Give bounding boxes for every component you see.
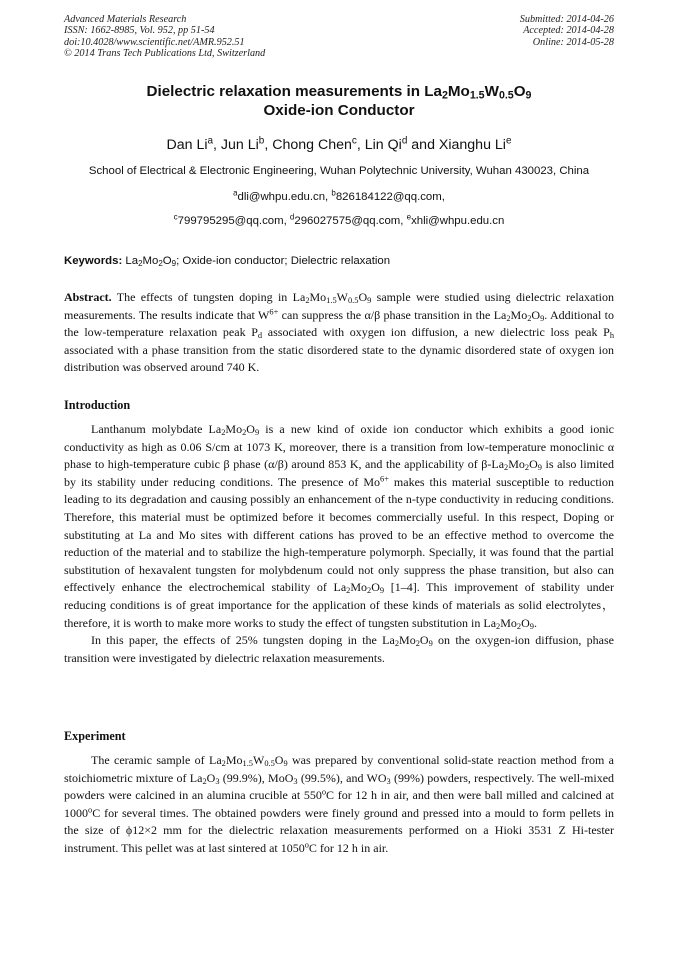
email-line-1: $^a$dli@whpu.edu.cn, $^b$826184122@qq.com, [233,188,445,203]
introduction-paragraph-2: In this paper, the effects of 25% tungsten doping in the $La_2Mo_2O_9$ on the oxygen-ion diffusion, phase transition were investigated by dielectric relaxation measurements. [64,633,614,665]
introduction-heading: Introduction [64,398,131,412]
introduction-body [64,421,614,667]
experiment-heading: Experiment [64,729,126,743]
experiment-body [64,752,614,858]
copyright-line: © 2014 Trans Tech Publications Ltd, Switzerland [64,48,266,60]
author-list: Dan Li$^a$, Jun Li$^b$, Chong Chen$^c$, Lin Qi$^d$ and Xianghu Li$^e$ [166,135,512,153]
abstract: Abstract. The effects of tungsten doping in $La_2Mo_{1.5}W_{0.5}O_9$ sample were studied using dielectric relaxation measurements. The results indicate that $W^{6+}$ can suppress the α/β phase transition in the $La_2Mo_2O_9$. Additional to the low-temperature relaxation peak $P_d$ associated with oxygen ion diffusion, a new dielectric loss peak $P_h$ associated with a phase transition from the static disordered state to the dynamic disordered state of oxygen ion distribution was observed around 740 K. [64,290,614,375]
title-line-2: Oxide-ion Conductor [263,102,415,119]
experiment-paragraph-1: The ceramic sample of $La_2Mo_{1.5}W_{0.5}O_9$ was prepared by conventional solid-state reaction method from a stoichiometric mixture of $La_2O_3$ (99.9%), MoO$_3$ (99.5%), and $WO_3$ (99%) powders, respectively. The well-mixed powders were calcined in an alumina crucible at 550$^o$C for 12 h in air, and then were ball milled and calcined at 1000$^o$C for several times. The obtained powders were finely ground and pressed into a mould to form pellets in the size of ϕ12×2 mm for the dielectric relaxation measurements performed on a Hioki 3531 Z Hi-tester instrument. This pellet was at last sintered at 1050$^o$C for 12 h in air. [64,753,615,855]
introduction-paragraph-1: Lanthanum molybdate $La_2Mo_2O_9$ is a new kind of oxide ion conductor which exhibits a good ionic conductivity as high as 0.06 S/cm at 1073 K, moreover, there is a transition from low-temperature monoclinic α phase to high-temperature cubic β phase (α/β) around 853 K, and the applicability of $\beta-La_2Mo_2O_9$ is also limited by its stability under reducing conditions. The presence of $Mo^{6+}$ makes this material susceptible to reduction leading to its degradation and causing possibly an enhancement of the n-type conductivity in reducing conditions. Therefore, this material must be optimized before it becomes commercially useful. In this respect, Doping or substituting at La and Mo sites with different cations has proved to be an effective method to overcome the reduction of the material and to stabilize the high-temperature polymorph. Specially, it was found that the partial substitution of hexavalent tungsten for molybdenum could not only suppress the phase transition, but also can effectively enhance the electrochemical stability of $La_2Mo_2O_9$ [1–4]. This improvement of stability under reducing conditions is of great importance for the application of these kinds of materials as solid electrolytes，therefore, it is worth to make more works to study the effect of tungsten substitution in $La_2Mo_2O_9$. [64,422,614,631]
accepted-date: Accepted: 2014-04-28 [523,25,614,37]
journal-header-left [64,14,265,60]
journal-name: Advanced Materials Research [64,14,187,25]
email-line-2: $^c$799795295@qq.com, $^d$296027575@qq.com, $^e$xhli@whpu.edu.cn [173,212,505,227]
title-line-1: Dielectric relaxation measurements in $La_2Mo_{1.5}W_{0.5}O_9$ [146,83,532,102]
keywords: Keywords: $La_2Mo_2O_9$; Oxide-ion conductor; Dielectric relaxation [64,255,391,268]
paper-title [64,82,614,120]
submitted-date: Submitted: 2014-04-26 [519,14,614,25]
journal-header-right [520,14,614,48]
affiliation: School of Electrical & Electronic Engineering, Wuhan Polytechnic University, Wuhan 430023, China [88,165,590,177]
online-date: Online: 2014-05-28 [532,36,614,48]
issn-line: ISSN: 1662-8985, Vol. 952, pp 51-54 [64,25,215,37]
doi-line: doi:10.4028/www.scientific.net/AMR.952.51 [64,36,245,48]
